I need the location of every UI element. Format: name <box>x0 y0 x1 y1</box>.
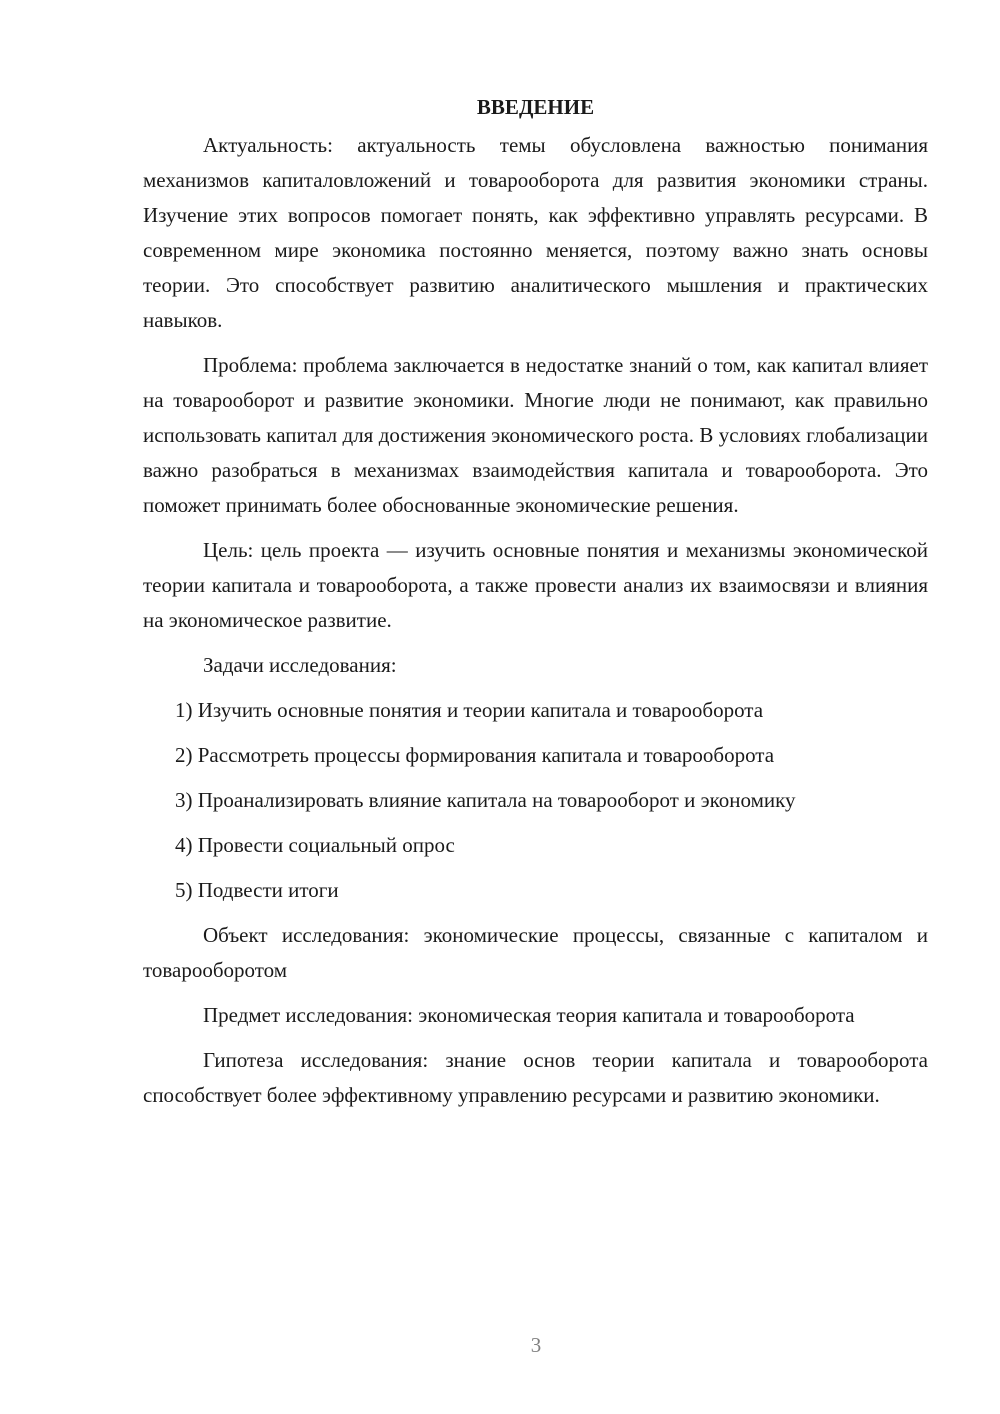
hypothesis-paragraph: Гипотеза исследования: знание основ теории капитала и товарооборота способствует более эффективному управлению ресурсами и развитию экономики. <box>143 1048 928 1107</box>
task-item: 1) Изучить основные понятия и теории капитала и товарооборота <box>175 698 764 722</box>
page-title: ВВЕДЕНИЕ <box>476 95 595 119</box>
task-item: 2) Рассмотреть процессы формирования капитала и товарооборота <box>175 743 775 767</box>
task-item: 3) Проанализировать влияние капитала на товарооборот и экономику <box>175 788 796 812</box>
task-item: 5) Подвести итоги <box>175 878 339 902</box>
relevance-paragraph: Актуальность: актуальность темы обусловлена важностью понимания механизмов капиталовложений и товарооборота для развития экономики страны. Изучение этих вопросов помогает понять, как эффективно управлять ресурсами. В современном мире экономика постоянно меняется, поэтому важно знать основы теории. Это способствует развитию аналитического мышления и практических навыков. <box>143 133 928 332</box>
page-number: 3 <box>530 1333 542 1357</box>
task-item: 4) Провести социальный опрос <box>175 833 455 857</box>
problem-paragraph: Проблема: проблема заключается в недостатке знаний о том, как капитал влияет на товарооборот и развитие экономики. Многие люди не понимают, как правильно использовать капитал для достижения экономического роста. В условиях глобализации важно разобраться в механизмах взаимодействия капитала и товарооборота. Это поможет принимать более обоснованные экономические решения. <box>143 353 928 517</box>
tasks-heading: Задачи исследования: <box>203 653 397 677</box>
subject-paragraph: Предмет исследования: экономическая теория капитала и товарооборота <box>203 1003 855 1027</box>
tasks-list <box>143 693 928 908</box>
goal-paragraph: Цель: цель проекта — изучить основные понятия и механизмы экономической теории капитала и товарооборота, а также провести анализ их взаимосвязи и влияния на экономическое развитие. <box>143 538 928 632</box>
object-paragraph: Объект исследования: экономические процессы, связанные с капиталом и товарооборотом <box>143 923 928 982</box>
document-page <box>143 90 928 1123</box>
